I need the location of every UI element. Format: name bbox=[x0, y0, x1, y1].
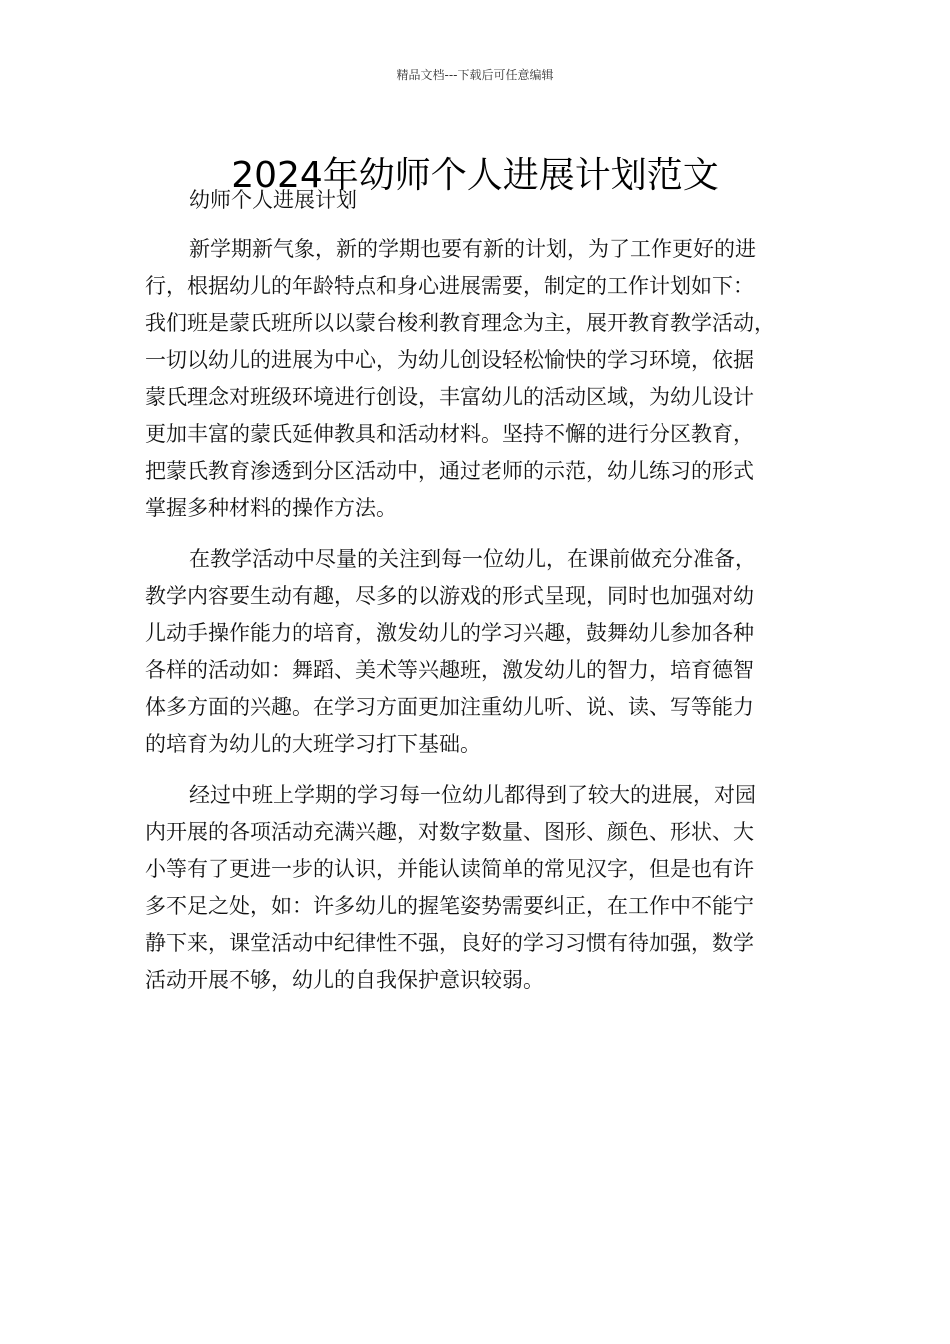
paragraph-1 bbox=[145, 231, 809, 527]
paragraph-2 bbox=[145, 541, 809, 763]
paragraph-line: 体多方面的兴趣。在学习方面更加注重幼儿听、说、读、写等能力 bbox=[145, 695, 754, 719]
paragraph-line: 更加丰富的蒙氏延伸教具和活动材料。坚持不懈的进行分区教育， bbox=[145, 422, 754, 446]
paragraph-line: 多不足之处，如：许多幼儿的握笔姿势需要纠正，在工作中不能宁 bbox=[145, 894, 754, 918]
document-subtitle: 幼师个人进展计划 bbox=[189, 188, 357, 212]
paragraph-line: 一切以幼儿的进展为中心，为幼儿创设轻松愉快的学习环境，依据 bbox=[145, 348, 754, 372]
paragraph-line: 各样的活动如：舞蹈、美术等兴趣班，激发幼儿的智力，培育德智 bbox=[145, 658, 754, 682]
paragraph-3 bbox=[145, 777, 809, 999]
header-note: 精品文档---下载后可任意编辑 bbox=[396, 68, 554, 82]
paragraph-line: 我们班是蒙氏班所以以蒙台梭利教育理念为主，展开教育教学活动， bbox=[145, 311, 775, 335]
paragraph-line: 小等有了更进一步的认识，并能认读简单的常见汉字，但是也有许 bbox=[145, 857, 754, 881]
document-body bbox=[145, 180, 809, 999]
paragraph-gap bbox=[145, 763, 809, 777]
paragraph-line: 儿动手操作能力的培育，激发幼儿的学习兴趣，鼓舞幼儿参加各种 bbox=[145, 621, 754, 645]
paragraph-line: 在教学活动中尽量的关注到每一位幼儿，在课前做充分准备， bbox=[189, 547, 756, 571]
paragraph-gap bbox=[145, 527, 809, 541]
paragraph-line: 掌握多种材料的操作方法。 bbox=[145, 496, 397, 520]
paragraph-line: 蒙氏理念对班级环境进行创设，丰富幼儿的活动区域，为幼儿设计 bbox=[145, 385, 754, 409]
paragraph-line: 教学内容要生动有趣，尽多的以游戏的形式呈现，同时也加强对幼 bbox=[145, 584, 754, 608]
paragraph-line: 活动开展不够，幼儿的自我保护意识较弱。 bbox=[145, 968, 544, 992]
paragraph-line: 内开展的各项活动充满兴趣，对数字数量、图形、颜色、形状、大 bbox=[145, 820, 754, 844]
paragraph-line: 新学期新气象，新的学期也要有新的计划，为了工作更好的进 bbox=[189, 237, 756, 261]
paragraph-line: 把蒙氏教育渗透到分区活动中，通过老师的示范，幼儿练习的形式 bbox=[145, 459, 754, 483]
document-title: 2024年幼师个人进展计划范文 bbox=[231, 155, 719, 197]
paragraph-line: 的培育为幼儿的大班学习打下基础。 bbox=[145, 732, 481, 756]
paragraph-line: 静下来，课堂活动中纪律性不强，良好的学习习惯有待加强，数学 bbox=[145, 931, 754, 955]
paragraph-line: 行，根据幼儿的年龄特点和身心进展需要，制定的工作计划如下： bbox=[145, 274, 754, 298]
paragraph-line: 经过中班上学期的学习每一位幼儿都得到了较大的进展，对园 bbox=[189, 783, 756, 807]
